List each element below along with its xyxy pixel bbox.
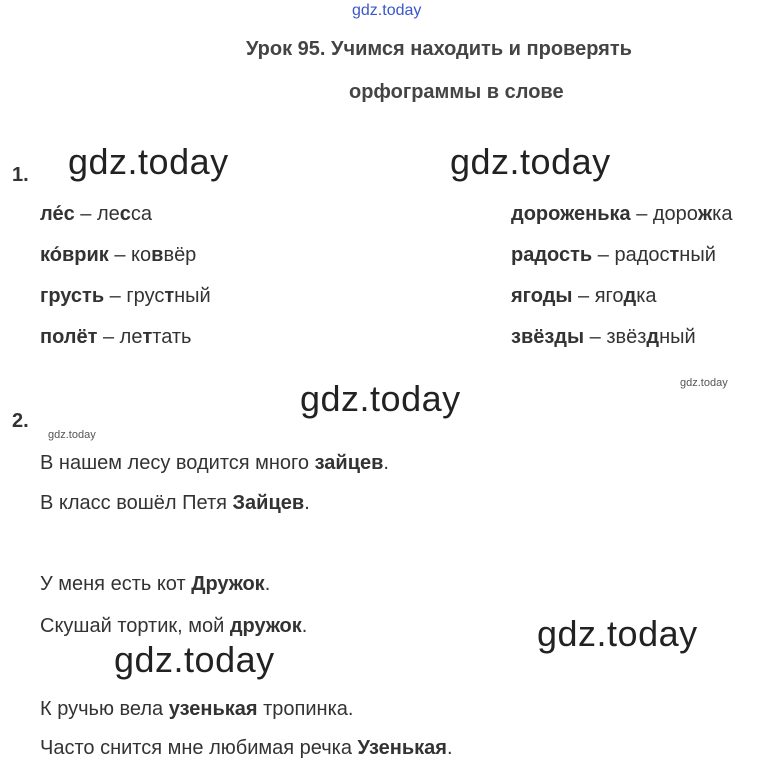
- sentence-text: В нашем лесу водится много: [40, 452, 315, 474]
- word-pair: [40, 203, 152, 226]
- word: ягоды: [511, 285, 573, 307]
- watermark: gdz.today: [68, 141, 229, 182]
- highlight-letter: т: [164, 285, 175, 307]
- dash: –: [572, 285, 595, 307]
- highlight-letter: ж: [697, 203, 713, 225]
- check-word-part: ный: [659, 326, 696, 348]
- word-pair: [511, 285, 657, 308]
- check-word-part: ка: [636, 285, 657, 307]
- sentence-text: .: [446, 737, 453, 759]
- check-word-part: тать: [152, 326, 192, 348]
- word-pair: [40, 326, 191, 349]
- key-word: Дружок: [191, 573, 265, 595]
- check-word-part: звёз: [606, 326, 647, 348]
- check-word-part: грус: [126, 285, 165, 307]
- sentence-text: .: [264, 573, 271, 595]
- highlight-letter: д: [623, 285, 637, 307]
- sentence-text: К ручью вела: [40, 698, 169, 720]
- sentence: [40, 492, 310, 515]
- check-word-part: са: [130, 203, 152, 225]
- sentence-text: У меня есть кот: [40, 573, 192, 595]
- word: дороженька: [511, 203, 631, 225]
- sentence-text: Часто снится мне любимая речка: [40, 737, 358, 759]
- key-word: Зайцев: [232, 492, 305, 514]
- sentence: [40, 698, 353, 721]
- key-word: дружок: [229, 615, 302, 637]
- sentence-text: .: [304, 492, 310, 514]
- sentence-text: Скушай тортик, мой: [40, 615, 230, 637]
- check-word-part: яго: [594, 285, 624, 307]
- sentence-text: .: [301, 615, 308, 637]
- sentence: [40, 737, 453, 760]
- highlight-letter: в: [151, 244, 164, 266]
- word: радость: [511, 244, 593, 266]
- check-word-part: ле: [96, 203, 120, 225]
- word: звёзды: [511, 326, 585, 348]
- watermark-top: gdz.today: [352, 2, 422, 19]
- dash: –: [97, 326, 120, 348]
- key-word: узенькая: [168, 698, 258, 720]
- highlight-letter: т: [142, 326, 153, 348]
- watermark-small: gdz.today: [680, 377, 728, 389]
- word-pair: [511, 203, 732, 226]
- page-subtitle: орфограммы в слове: [349, 81, 564, 103]
- sentence-text: .: [383, 452, 389, 474]
- dash: –: [584, 326, 607, 348]
- dash: –: [104, 285, 127, 307]
- check-word-part: доро: [652, 203, 698, 225]
- watermark: gdz.today: [450, 141, 611, 182]
- sentence-text: тропинка.: [257, 698, 354, 720]
- watermark: gdz.today: [300, 378, 461, 419]
- check-word-part: вёр: [163, 244, 197, 266]
- highlight-letter: с: [119, 203, 131, 225]
- check-word-part: радос: [614, 244, 670, 266]
- dash: –: [74, 203, 97, 225]
- word-pair: [511, 326, 696, 349]
- sentence: [40, 615, 307, 638]
- word: полёт: [40, 326, 98, 348]
- dash: –: [592, 244, 615, 266]
- dash: –: [108, 244, 132, 266]
- word: грусть: [40, 285, 105, 307]
- watermark: gdz.today: [114, 639, 275, 680]
- word: ле́с: [40, 203, 75, 225]
- exercise-number: 1.: [12, 164, 29, 186]
- sentence-text: В класс вошёл Петя: [40, 492, 233, 514]
- exercise-number: 2.: [12, 410, 29, 432]
- check-word-part: ка: [712, 203, 733, 225]
- sentence: [40, 573, 270, 596]
- page-title: Урок 95. Учимся находить и проверять: [246, 38, 632, 60]
- check-word-part: ко: [131, 244, 152, 266]
- word-pair: [40, 244, 196, 267]
- watermark: gdz.today: [537, 613, 698, 654]
- word: ко́врик: [40, 244, 109, 266]
- sentence: [40, 452, 389, 475]
- check-word-part: ный: [679, 244, 716, 266]
- highlight-letter: т: [669, 244, 680, 266]
- dash: –: [630, 203, 653, 225]
- word-pair: [40, 285, 211, 308]
- key-word: Узенькая: [357, 737, 447, 759]
- check-word-part: ный: [174, 285, 211, 307]
- watermark-small: gdz.today: [48, 429, 96, 441]
- key-word: зайцев: [314, 452, 384, 474]
- check-word-part: ле: [119, 326, 143, 348]
- word-pair: [511, 244, 716, 267]
- highlight-letter: д: [646, 326, 660, 348]
